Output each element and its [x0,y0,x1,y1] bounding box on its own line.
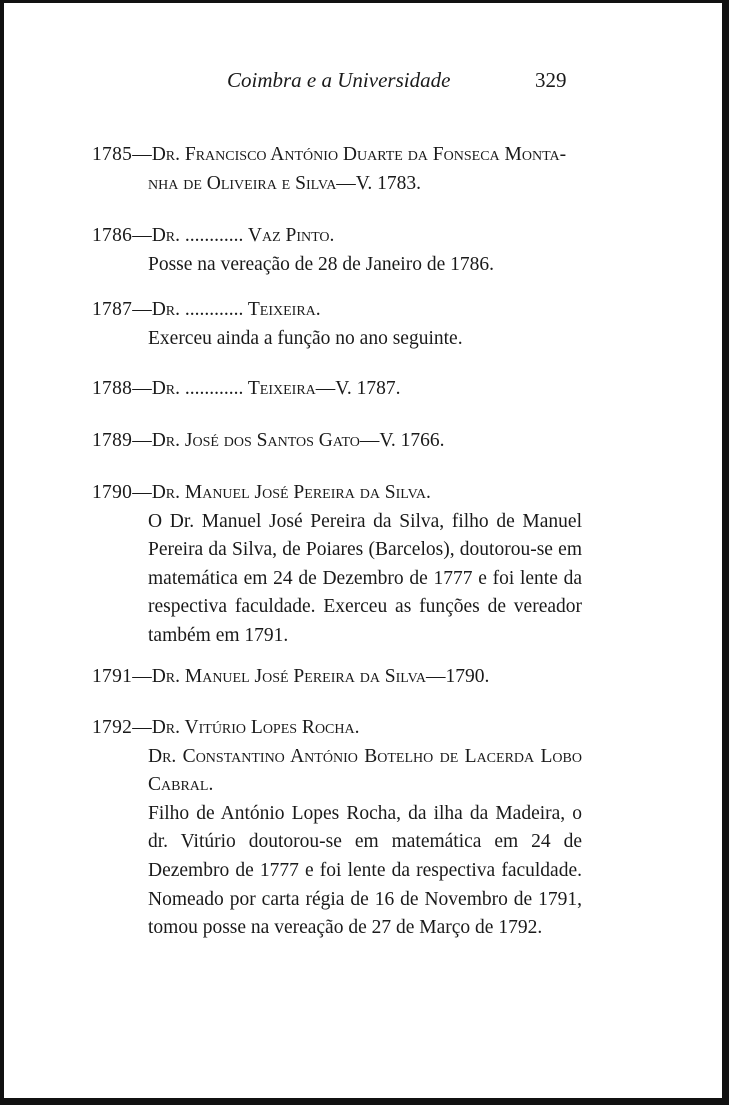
entry-year: 1792 [92,717,133,738]
entry-second-name: Dr. Constantino António Botelho de Lacerda Lobo Cabral. [148,745,582,796]
entry-year: 1789 [92,430,133,451]
entry-heading [92,427,582,456]
running-head [0,68,729,100]
entry-year: 1786 [92,225,133,246]
page-border-bottom [0,1098,729,1105]
entry-heading-continued: nha de Oliveira e Silva—V. 1783. [148,172,421,194]
entry-name: —Dr. Francisco António Duarte da Fonseca Monta- [132,144,567,165]
entry-1786 [92,222,582,279]
page-border-top [0,0,729,3]
entry-year: 1787 [92,299,133,320]
entry-paragraph: O Dr. Manuel José Pereira da Silva, filho de Manuel Pereira da Silva, de Poiares (Barcelos), doutorou-se em matemática em 24 de Dezembro de 1777 e foi lente da respectiva faculdade. Exerceu as funções de vereador também em 1791. [148,510,582,646]
entry-1788 [92,375,582,404]
entry-year: 1790 [92,482,133,503]
entry-1785 [92,141,582,198]
entry-year: 1785 [92,144,133,165]
entry-1789 [92,427,582,456]
entry-name: —Dr. ............ Teixeira—V. 1787. [132,378,401,399]
page-border-left [0,0,4,1105]
entry-name: —Dr. ............ Teixeira. [132,299,321,320]
entry-name: —Dr. Vitúrio Lopes Rocha. [132,717,360,738]
entry-heading [92,663,582,692]
entry-heading [92,714,582,743]
entry-1791 [92,663,582,692]
entry-year: 1788 [92,378,133,399]
entry-name: —Dr. ............ Vaz Pinto. [132,225,335,246]
entry-note: Exerceu ainda a função no ano seguinte. [148,327,463,349]
entry-heading [92,141,582,170]
entry-1787 [92,296,582,353]
entry-year: 1791 [92,666,133,687]
entry-name: —Dr. Manuel José Pereira da Silva. [132,482,431,503]
entry-1792 [92,714,582,943]
entry-heading [92,375,582,404]
entry-name: —Dr. José dos Santos Gato—V. 1766. [132,430,445,451]
entry-heading [92,222,582,251]
page-border-right [722,0,729,1105]
entry-heading [92,479,582,508]
entry-1790 [92,479,582,651]
entry-paragraph: Filho de António Lopes Rocha, da ilha da Madeira, o dr. Vitúrio doutorou-se em matemática em 24 de Dezembro de 1777 e foi lente da respectiva faculdade. Nomeado por carta régia de 16 de Novembro de 1791, tomou posse na vereação de 27 de Março de 1792. [148,802,582,939]
entry-name: —Dr. Manuel José Pereira da Silva—1790. [132,666,490,687]
running-title: Coimbra e a Universidade [227,68,451,92]
page-number: 329 [535,68,567,92]
entry-heading [92,296,582,325]
entry-note: Posse na vereação de 28 de Janeiro de 1786. [148,253,495,275]
